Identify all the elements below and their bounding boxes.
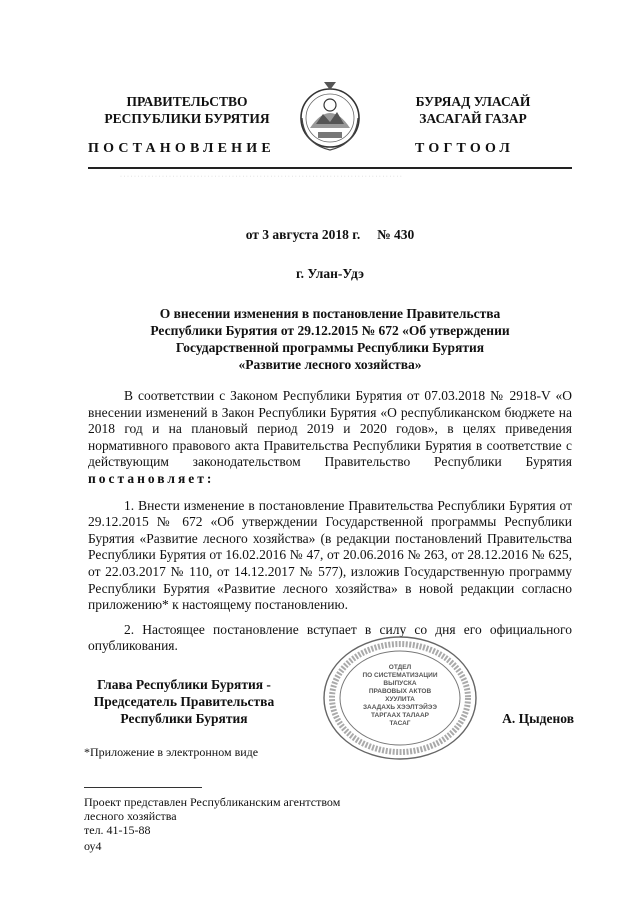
item-2-paragraph: 2. Настоящее постановление вступает в силу со дня его официального опубликования. [88, 621, 572, 654]
draft-note-line3: тел. 41-15-88 [84, 823, 151, 837]
document-body [88, 388, 572, 655]
stamp-line-7: ТАРГААХ ТАЛААР [370, 712, 429, 719]
draft-note-line1: Проект представлен Республиканским агентством [84, 795, 341, 809]
header-right-line2: ЗАСАГАЙ ГАЗАР [419, 111, 527, 126]
document-code: оу4 [84, 839, 102, 853]
stamp-line-1: ОТДЕЛ [388, 664, 412, 671]
preamble-keyword: постановляет: [88, 470, 215, 486]
stamp-text [340, 664, 460, 728]
draft-note [84, 795, 444, 837]
city: г. Улан-Удэ [296, 266, 364, 281]
stamp-line-8: ТАСАГ [389, 720, 411, 727]
header-right [378, 93, 568, 127]
stamp-line-5: ХУУЛИТА [385, 696, 415, 703]
stamp-line-3: ВЫПУСКА [383, 680, 417, 687]
footer-divider [84, 787, 202, 788]
item-1-paragraph: 1. Внести изменение в постановление Правительства Республики Бурятия от 29.12.2015 № 672 «Об утверждении Государственной программы Республики Бурятия «Развитие лесного хозяйства» (в редакции постановлений Правительства Республики Бурятия от 16.02.2016 № 47, от 20.06.2016 № 263, от 28.12.2016 № 625, от 22.03.2017 № 110, от 14.12.2017 № 577), изложив Государственную программу Республики Бурятия «Развитие лесного хозяйства» в новой редакции согласно приложению* к настоящему постановлению. [88, 497, 572, 613]
title-line-3: Государственной программы Республики Бурятия [175, 340, 485, 355]
signature-position-line2: Председатель Правительства [93, 694, 275, 709]
coat-of-arms-emblem [296, 78, 364, 158]
date-number-line: от 3 августа 2018 г. № 430 [245, 227, 415, 242]
signature-position [84, 676, 284, 727]
header-right-line1: БУРЯАД УЛАСАЙ [415, 94, 531, 109]
appendix-footnote: *Приложение в электронном виде [84, 745, 259, 759]
header-left-line2: РЕСПУБЛИКИ БУРЯТИЯ [104, 111, 270, 126]
preamble-paragraph [88, 388, 572, 488]
preamble-text: В соответствии с Законом Республики Бурятия от 07.03.2018 № 2918-V «О внесении изменений в Закон Республики Бурятия «О республиканском бюджете на 2018 год и на плановый период 2019 и 2020 годов», в целях приведения нормативного правового акта Правительства Республики Бурятия в соответствие с действующим законодательством Правительство Республики Бурятия [88, 388, 572, 470]
header-left-line1: ПРАВИТЕЛЬСТВО [126, 94, 248, 109]
header-left [92, 93, 282, 127]
title-line-2: Республики Бурятия от 29.12.2015 № 672 «Об утверждении [150, 323, 510, 338]
doc-type-left: ПОСТАНОВЛЕНИЕ [88, 141, 275, 156]
header-divider [88, 167, 572, 169]
title-line-1: О внесении изменения в постановление Правительства [159, 306, 501, 321]
signature-position-line1: Глава Республики Бурятия - [97, 677, 271, 692]
stamp-line-6: ЗААДАХЬ ХЭЭЛТЭЙЭЭ [362, 704, 438, 711]
signatory-name: А. Цыденов [502, 711, 574, 726]
signature-position-line3: Республики Бурятия [120, 711, 248, 726]
title-line-4: «Развитие лесного хозяйства» [238, 357, 422, 372]
header-dotted-line: · · · · · · · · · · · · · · · · · · · · · · · · · · · · · · · · · · · · · · · · · · · · · · · · · · · · · · · · · · · · · · · · · · · · · · · · · · · · · · · · · [120, 174, 402, 180]
official-stamp [320, 634, 480, 762]
stamp-line-4: ПРАВОВЫХ АКТОВ [368, 688, 432, 695]
document-title [88, 305, 572, 373]
doc-type-right: ТОГТООЛ [415, 141, 515, 156]
stamp-line-2: ПО СИСТЕМАТИЗАЦИИ [362, 672, 438, 679]
draft-note-line2: лесного хозяйства [84, 809, 177, 823]
